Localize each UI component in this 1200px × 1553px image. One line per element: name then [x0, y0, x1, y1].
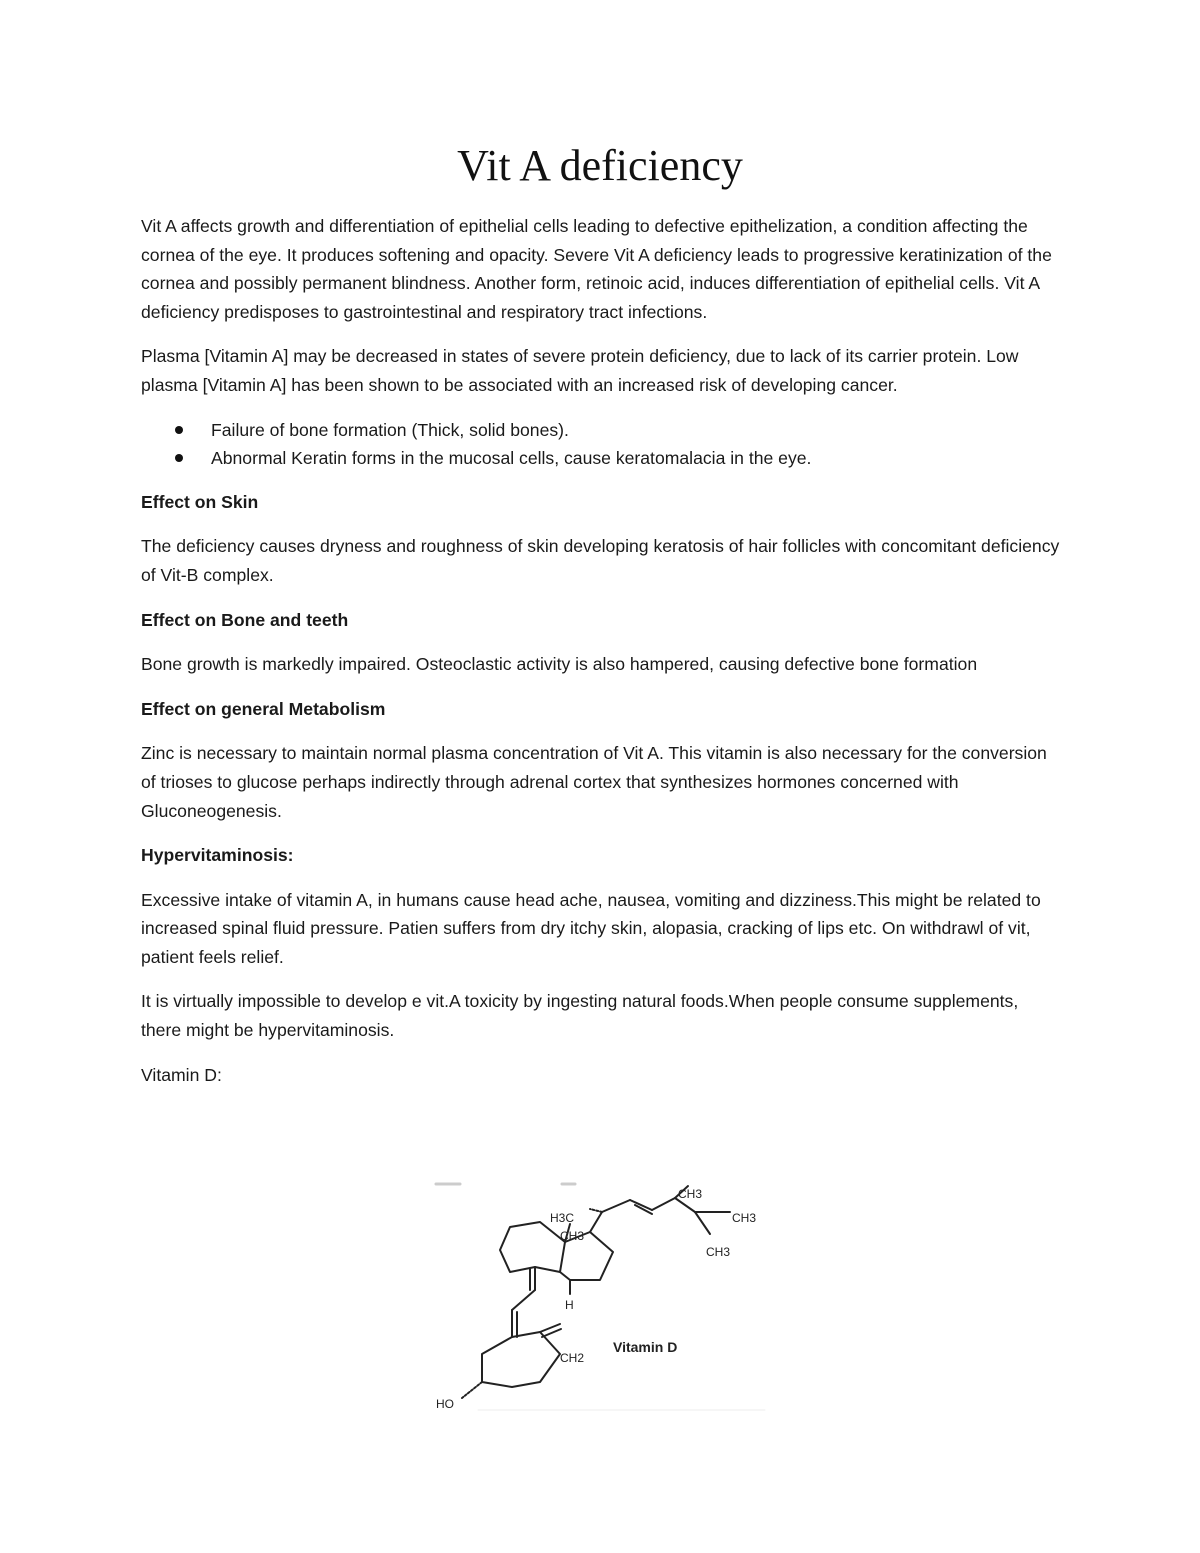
label-ch3-top: CH3: [678, 1187, 703, 1201]
section-heading-hypervitaminosis: Hypervitaminosis:: [141, 845, 294, 866]
label-ch3-right: CH3: [732, 1211, 757, 1225]
vitamin-d-structure-diagram: [430, 1172, 770, 1417]
page-title: Vit A deficiency: [457, 141, 743, 190]
bullet-icon: [175, 426, 183, 434]
section-heading-bone: Effect on Bone and teeth: [141, 609, 349, 630]
list-item-text: Abnormal Keratin forms in the mucosal cells, cause keratomalacia in the eye.: [211, 448, 812, 469]
label-ch3-angular: CH3: [560, 1229, 585, 1243]
intro-paragraph: Plasma [Vitamin A] may be decreased in states of severe protein deficiency, due to lack of its carrier protein. Low plasma [Vitamin A] has been shown to be associated with an increased risk of developing cancer.: [141, 346, 1019, 395]
vitamin-d-label: Vitamin D:: [141, 1064, 222, 1085]
bullet-list: [141, 416, 1061, 473]
document-body: [141, 212, 1061, 1105]
section-text-skin: The deficiency causes dryness and roughness of skin developing keratosis of hair follicles with concomitant deficiency of Vit-B complex.: [141, 536, 1060, 585]
intro-paragraph: Vit A affects growth and differentiation of epithelial cells leading to defective epithelization, a condition affecting the cornea of the eye. It produces softening and opacity. Severe Vit A deficiency leads to progressive keratinization of the cornea and possibly permanent blindness. Another form, retinoic acid, induces differentiation of epithelial cells. Vit A deficiency predisposes to gastrointestinal and respiratory tract infections.: [141, 216, 1052, 322]
bullet-icon: [175, 454, 183, 462]
section-heading-skin: Effect on Skin: [141, 491, 259, 512]
list-item: [141, 444, 1061, 473]
label-h: H: [565, 1298, 574, 1312]
label-h3c: H3C: [550, 1211, 575, 1225]
hyper-paragraph: It is virtually impossible to develop e vit.A toxicity by ingesting natural foods.When people consume supplements, there might be hypervitaminosis.: [141, 991, 1019, 1041]
section-text-bone: Bone growth is markedly impaired. Osteoclastic activity is also hampered, causing defective bone formation: [141, 654, 978, 675]
vitamin-d-structure-figure: [430, 1172, 770, 1417]
label-ch3-lower: CH3: [706, 1245, 731, 1259]
list-item: [141, 416, 1061, 445]
label-ho: HO: [436, 1397, 454, 1411]
label-ch2: CH2: [560, 1351, 585, 1365]
figure-caption: Vitamin D: [613, 1339, 678, 1355]
section-text-metabolism: Zinc is necessary to maintain normal plasma concentration of Vit A. This vitamin is also necessary for the conversion of trioses to glucose perhaps indirectly through adrenal cortex that synthesizes hormones concerned with Gluconeogenesis.: [141, 743, 1047, 821]
list-item-text: Failure of bone formation (Thick, solid bones).: [211, 419, 569, 440]
section-heading-metabolism: Effect on general Metabolism: [141, 698, 386, 719]
hyper-paragraph: Excessive intake of vitamin A, in humans cause head ache, nausea, vomiting and dizziness.This might be related to increased spinal fluid pressure. Patien suffers from dry itchy skin, alopasia, cracking of lips etc. On withdrawl of vit, patient feels relief.: [141, 889, 1041, 967]
